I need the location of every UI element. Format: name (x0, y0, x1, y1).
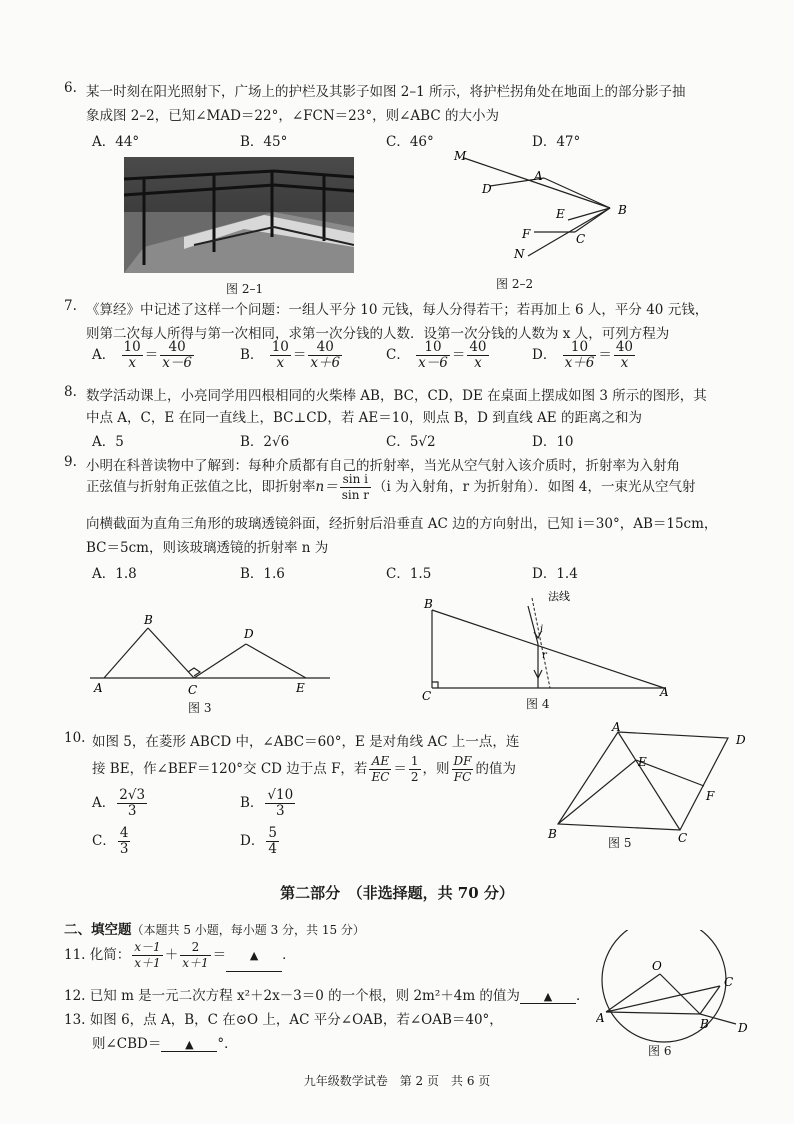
q6-option-d: D．47° (532, 134, 581, 150)
q7-option-a: A． $\frac{10}{x}$ ＝ $\frac{40}{x-6}$ (92, 339, 192, 371)
q10-option-d: D． $\frac{5}{4}$ (240, 825, 277, 857)
q7-option-d: D． $\frac{10}{x+6}$ ＝ $\frac{40}{x}$ (532, 339, 634, 371)
q7-number: 7. (64, 298, 77, 314)
figure-4-caption: 图 4 (526, 697, 550, 711)
q9-option-b: B．1.6 (240, 566, 285, 582)
q9-option-a: A．1.8 (92, 566, 137, 582)
q7-option-b: B． $\frac{10}{x}$ ＝ $\frac{40}{x+6}$ (240, 339, 341, 371)
fig6-label-a: A (596, 1011, 605, 1025)
fig6-label-o: O (652, 959, 662, 973)
figure-5-caption: 图 5 (608, 836, 632, 850)
q7-stem-line1: 《算经》中记述了这样一个问题：一组人平分 10 元钱，每人分得若干；若再加上 6 人，平分 40 元钱， (86, 302, 709, 318)
figure-6-caption: 图 6 (648, 1044, 672, 1058)
q9-option-c: C．1.5 (386, 566, 432, 582)
q12-answer-blank[interactable]: ▲ (520, 990, 576, 1004)
section-two-heading: 二、填空题（本题共 5 小题，每小题 3 分，共 15 分） (64, 922, 365, 938)
q6-number: 6. (64, 80, 77, 96)
q6-option-c: C．46° (386, 134, 434, 150)
q9-stem-line1: 小明在科普读物中了解到：每种介质都有自己的折射率，当光从空气射入该介质时，折射率为入射角 (86, 458, 680, 474)
figure-6 (596, 930, 766, 1050)
q10-option-a: A． $\frac{2√3}{3}$ (92, 787, 146, 819)
q11-answer-blank[interactable]: ▲ (226, 941, 282, 972)
figure-3-caption: 图 3 (188, 701, 212, 715)
fig5-label-e: E (638, 755, 647, 769)
fig3-label-b: B (144, 613, 153, 627)
fig4-label-r: r (542, 650, 547, 661)
q8-number: 8. (64, 384, 77, 400)
q13-line2: 则∠CBD＝ ▲ °． (92, 1036, 238, 1052)
q9-number: 9. (64, 454, 77, 470)
fig2-2-label-c: C (576, 232, 586, 246)
fig6-label-c: C (724, 975, 734, 989)
fig6-label-d: D (738, 1021, 748, 1035)
figure-2-2 (450, 146, 640, 276)
fig2-2-label-d: D (482, 182, 492, 196)
fig3-label-d: D (244, 627, 254, 641)
q6-option-b: B．45° (240, 134, 288, 150)
fig4-label-normal: 法线 (548, 590, 570, 603)
q8-option-a: A．5 (92, 434, 124, 450)
fig2-2-label-a: A (534, 169, 543, 183)
q12: 12. 已知 m 是一元二次方程 x²＋2x－3＝0 的一个根，则 2m²＋4m 的值为 ▲ ． (64, 988, 590, 1004)
fig5-label-c: C (678, 831, 688, 845)
q7-option-c: C． $\frac{10}{x-6}$ ＝ $\frac{40}{x}$ (386, 339, 487, 371)
q13-line1: 13. 如图 6，点 A，B，C 在⊙O 上，AC 平分∠OAB，若∠OAB＝40°， (64, 1012, 503, 1028)
fig2-2-label-n: N (514, 247, 525, 261)
q11: 11. 化简： $\frac{x-1}{x+1}$ ＋ $\frac{2}{x+1}$ ＝ ▲ ． (64, 940, 296, 970)
fig3-label-e: E (296, 681, 305, 695)
fig2-2-label-b: B (618, 203, 627, 217)
fig5-label-f: F (706, 789, 715, 803)
q10-stem-line1: 如图 5，在菱形 ABCD 中，∠ABC＝60°，E 是对角线 AC 上一点，连 (92, 734, 520, 750)
q10-option-c: C． $\frac{4}{3}$ (92, 825, 129, 857)
q7-stem-line2: 则第二次每人所得与第一次相同，求第一次分钱的人数．设第一次分钱的人数为 x 人，可列方程为 (86, 326, 670, 342)
q10-stem-line2: 接 BE，作∠BEF＝120°交 CD 边于点 F，若 $\frac{AE}{EC}$ ＝ $\frac{1}{2}$ ，则 $\frac{DF}{FC}$ 的值为 (92, 754, 516, 784)
fig2-2-label-f: F (522, 227, 531, 241)
q10-option-b: B． $\frac{√10}{3}$ (240, 787, 294, 819)
part-two-title: 第二部分 （非选择题，共 70 分） (280, 884, 514, 902)
q8-stem-line1: 数学活动课上，小亮同学用四根相同的火柴棒 AB，BC，CD，DE 在桌面上摆成如图 3 所示的图形，其 (86, 388, 707, 404)
figure-4 (420, 588, 680, 708)
fig5-label-d: D (736, 733, 746, 747)
fig6-label-b: B (700, 1017, 709, 1031)
fig3-label-a: A (94, 681, 103, 695)
q8-option-c: C．5√2 (386, 434, 436, 450)
fig4-label-a: A (660, 685, 669, 699)
q9-stem-line2: 正弦值与折射角正弦值之比，即折射率n＝ $\frac{\text{sin i}}{\text{sin r}}$ （i 为入射角，r 为折射角）．如图 4，一束光从空气射 (86, 472, 696, 502)
fig5-label-b: B (548, 827, 557, 841)
fig4-label-c: C (422, 689, 432, 703)
q13-answer-blank[interactable]: ▲ (161, 1038, 217, 1052)
fig2-2-label-m: M (454, 149, 467, 163)
fig5-label-a: A (612, 720, 621, 734)
q8-option-b: B．2√6 (240, 434, 290, 450)
fig2-2-label-e: E (556, 207, 565, 221)
fig4-label-b: B (424, 597, 433, 611)
figure-2-1-caption: 图 2–1 (226, 282, 264, 296)
figure-5 (544, 720, 764, 850)
q6-stem-line1: 某一时刻在阳光照射下，广场上的护栏及其影子如图 2–1 所示，将护栏拐角处在地面上的部分影子抽 (86, 84, 686, 100)
figure-2-2-caption: 图 2–2 (496, 277, 534, 291)
q6-stem-line2: 象成图 2–2，已知∠MAD＝22°，∠FCN＝23°，则∠ABC 的大小为 (86, 108, 499, 124)
q9-option-d: D．1.4 (532, 566, 578, 582)
q9-stem-line4: BC＝5cm，则该玻璃透镜的折射率 n 为 (86, 540, 329, 556)
q8-stem-line2: 中点 A，C，E 在同一直线上，BC⊥CD，若 AE＝10，则点 B，D 到直线 AE 的距离之和为 (86, 410, 642, 426)
fig3-label-c: C (188, 683, 198, 697)
q8-option-d: D．10 (532, 434, 574, 450)
q10-number: 10. (64, 730, 86, 746)
page-footer: 九年级数学试卷 第 2 页 共 6 页 (303, 1074, 491, 1088)
figure-3 (90, 608, 330, 698)
figure-2-1-photo (124, 157, 354, 273)
q6-option-a: A．44° (92, 134, 140, 150)
q9-stem-line3: 向横截面为直角三角形的玻璃透镜斜面，经折射后沿垂直 AC 边的方向射出，已知 i＝30°，AB＝15cm， (86, 516, 718, 532)
fig4-label-i: i (540, 624, 544, 635)
